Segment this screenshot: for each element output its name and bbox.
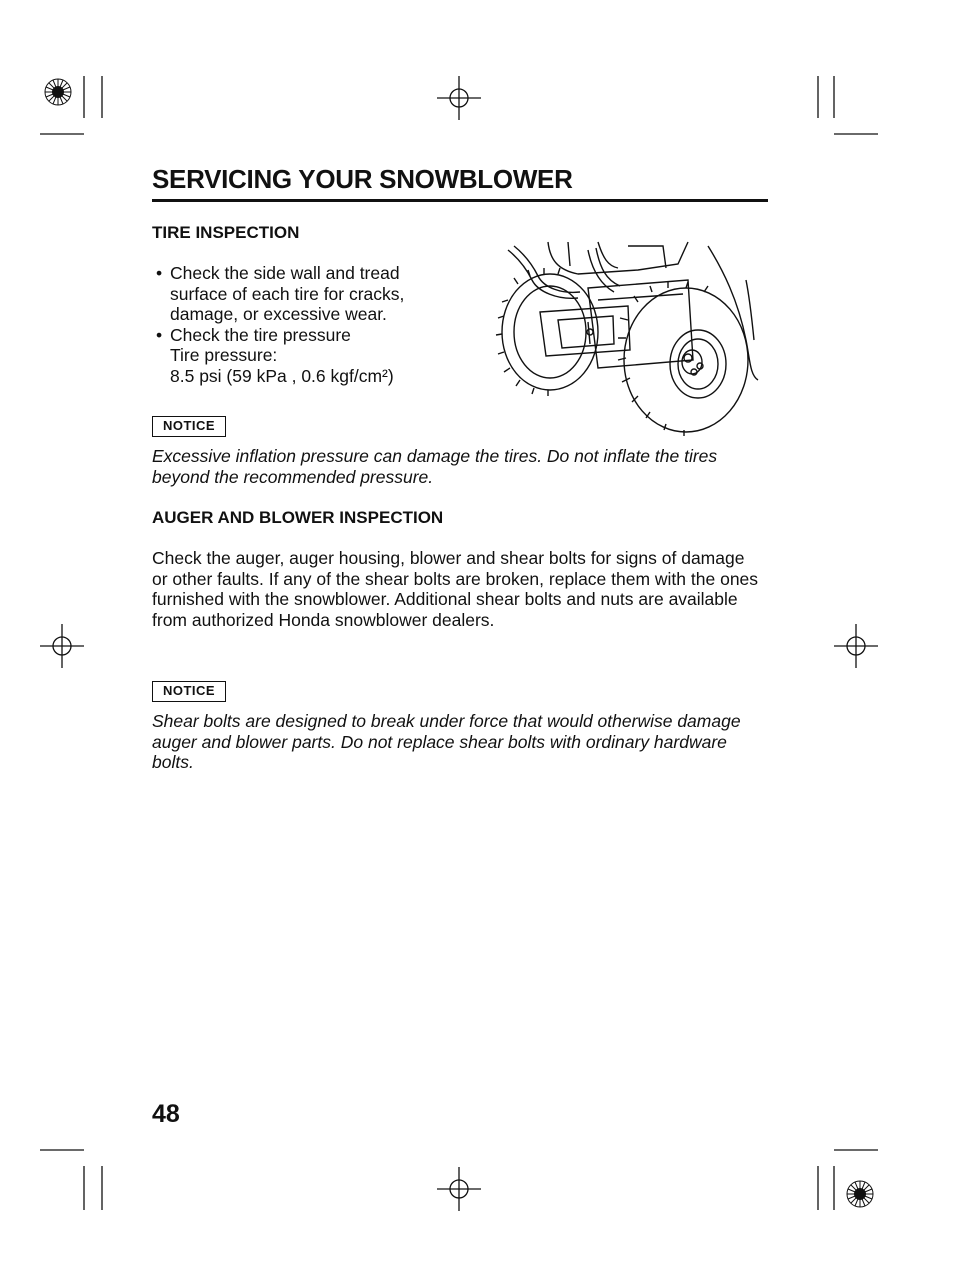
tire-pressure-label: Tire pressure: bbox=[170, 345, 278, 365]
crosshair-top bbox=[437, 76, 481, 120]
notice-badge: NOTICE bbox=[152, 681, 226, 702]
list-item bbox=[152, 325, 452, 387]
section-title: SERVICING YOUR SNOWBLOWER bbox=[152, 164, 573, 194]
bullet-icon: • bbox=[156, 324, 163, 345]
tire-checklist bbox=[152, 263, 452, 386]
starburst-bottom-right bbox=[847, 1181, 873, 1207]
page-number: 48 bbox=[152, 1100, 180, 1128]
tire-pressure-value: 8.5 psi (59 kPa , 0.6 kgf/cm²) bbox=[170, 365, 394, 386]
auger-inspection-heading: AUGER AND BLOWER INSPECTION bbox=[152, 508, 444, 527]
crosshair-bottom bbox=[437, 1167, 481, 1211]
tire-check-surface: Check the side wall and tread surface of each tire for cracks, damage, or excessive wear. bbox=[170, 263, 405, 324]
notice-badge: NOTICE bbox=[152, 416, 226, 437]
tire-check-pressure: Check the tire pressure bbox=[170, 324, 351, 345]
crosshair-right bbox=[834, 624, 878, 668]
auger-notice-text: Shear bolts are designed to break under force that would otherwise damage auger and blower parts. Do not replace shear bolts with ordinary hardware bolts. bbox=[152, 711, 741, 772]
tire-inspection-heading: TIRE INSPECTION bbox=[152, 223, 300, 242]
auger-inspection-body: Check the auger, auger housing, blower and shear bolts for signs of damage or other faults. If any of the shear bolts are broken, replace them with the ones furnished with the snowblower. Additional shear bolts and nuts are available from authorized Honda snowblower dealers. bbox=[152, 548, 759, 630]
tire-notice-text: Excessive inflation pressure can damage the tires. Do not inflate the tires beyond the recommended pressure. bbox=[152, 446, 718, 487]
snowblower-tires-illustration bbox=[488, 240, 763, 438]
crosshair-left bbox=[40, 624, 84, 668]
list-item bbox=[152, 263, 452, 325]
title-rule bbox=[152, 199, 768, 202]
bullet-icon: • bbox=[156, 263, 163, 283]
starburst-top-left bbox=[45, 79, 71, 105]
